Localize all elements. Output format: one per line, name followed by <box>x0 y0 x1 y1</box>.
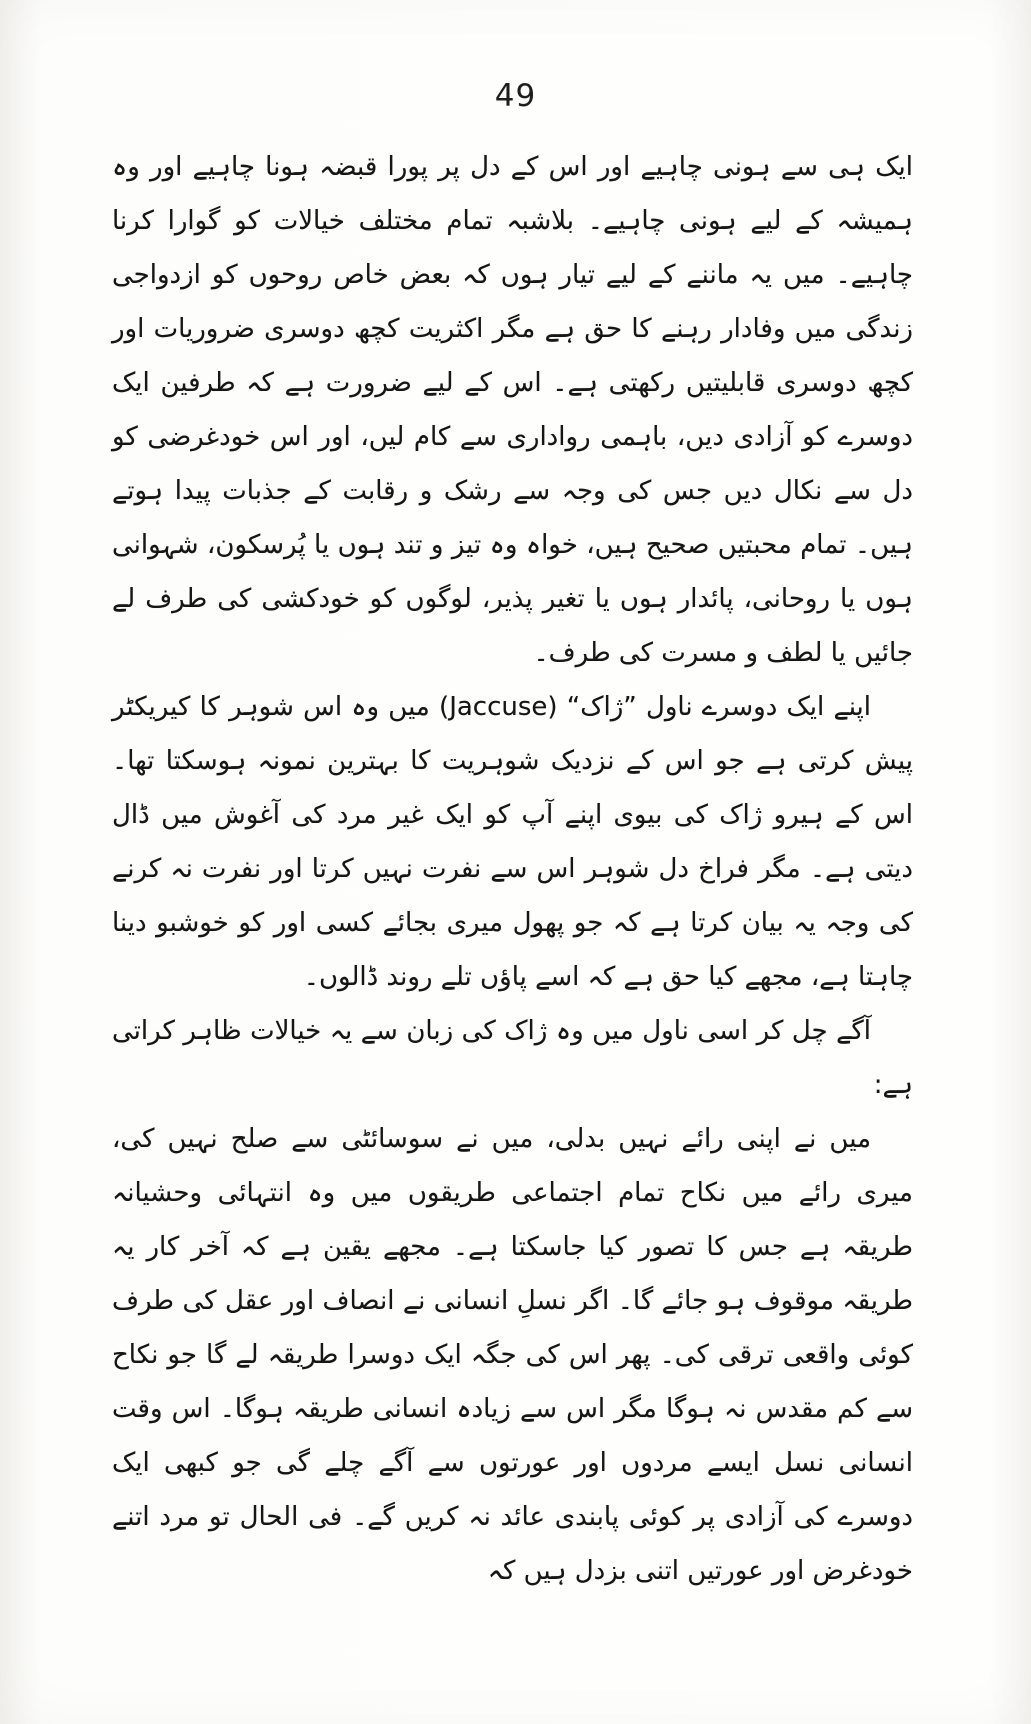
page-text-block <box>112 140 913 1598</box>
paragraph-novel-jacques: اپنے ایک دوسرے ناول ”ژاک“ (Jaccuse) میں وہ اس شوہر کا کیریکٹر پیش کرتی ہے جو اس کے نزدیک شوہریت کا بہترین نمونہ ہوسکتا تھا۔ اس کے ہیرو ژاک کی بیوی اپنے آپ کو ایک غیر مرد کی آغوش میں ڈال دیتی ہے۔ مگر فراخ دل شوہر اس سے نفرت نہیں کرتا اور نفرت نہ کرنے کی وجہ یہ بیان کرتا ہے کہ جو پھول میری بجائے کسی اور کو خوشبو دینا چاہتا ہے، مجھے کیا حق ہے کہ اسے پاؤں تلے روند ڈالوں۔ <box>112 692 913 992</box>
paragraph-quote-intro: آگے چل کر اسی ناول میں وہ ژاک کی زبان سے یہ خیالات ظاہر کراتی ہے: <box>112 1016 913 1100</box>
page-number: 49 <box>494 78 537 114</box>
paragraph-continuation: ایک ہی سے ہونی چاہیے اور اس کے دل پر پورا قبضہ ہونا چاہیے اور وہ ہمیشہ کے لیے ہونی چاہیے۔ بلاشبہ تمام مختلف خیالات کو گوارا کرنا چاہیے۔ میں یہ ماننے کے لیے تیار ہوں کہ بعض خاص روحوں کو ازدواجی زندگی میں وفادار رہنے کا حق ہے مگر اکثریت کچھ دوسری ضروریات اور کچھ دوسری قابلیتیں رکھتی ہے۔ اس کے لیے ضرورت ہے کہ طرفین ایک دوسرے کو آزادی دیں، باہمی رواداری سے کام لیں، اور اس خودغرضی کو دل سے نکال دیں جس کی وجہ سے رشک و رقابت کے جذبات پیدا ہوتے ہیں۔ تمام محبتیں صحیح ہیں، خواہ وہ تیز و تند ہوں یا پُرسکون، شہوانی ہوں یا روحانی، پائدار ہوں یا تغیر پذیر، لوگوں کو خودکشی کی طرف لے جائیں یا لطف و مسرت کی طرف۔ <box>112 152 913 668</box>
paragraph-quoted-speech: میں نے اپنی رائے نہیں بدلی، میں نے سوسائٹی سے صلح نہیں کی، میری رائے میں نکاح تمام اجتماعی طریقوں میں وہ انتہائی وحشیانہ طریقہ ہے جس کا تصور کیا جاسکتا ہے۔ مجھے یقین ہے کہ آخر کار یہ طریقہ موقوف ہو جائے گا۔ اگر نسلِ انسانی نے انصاف اور عقل کی طرف کوئی واقعی ترقی کی۔ پھر اس کی جگہ ایک دوسرا طریقہ لے گا جو نکاح سے کم مقدس نہ ہوگا مگر اس سے زیادہ انسانی طریقہ ہوگا۔ اس وقت انسانی نسل ایسے مردوں اور عورتوں سے آگے چلے گی جو کبھی ایک دوسرے کی آزادی پر کوئی پابندی عائد نہ کریں گے۔ فی الحال تو مرد اتنے خودغرض اور عورتیں اتنی بزدل ہیں کہ <box>112 1124 913 1586</box>
